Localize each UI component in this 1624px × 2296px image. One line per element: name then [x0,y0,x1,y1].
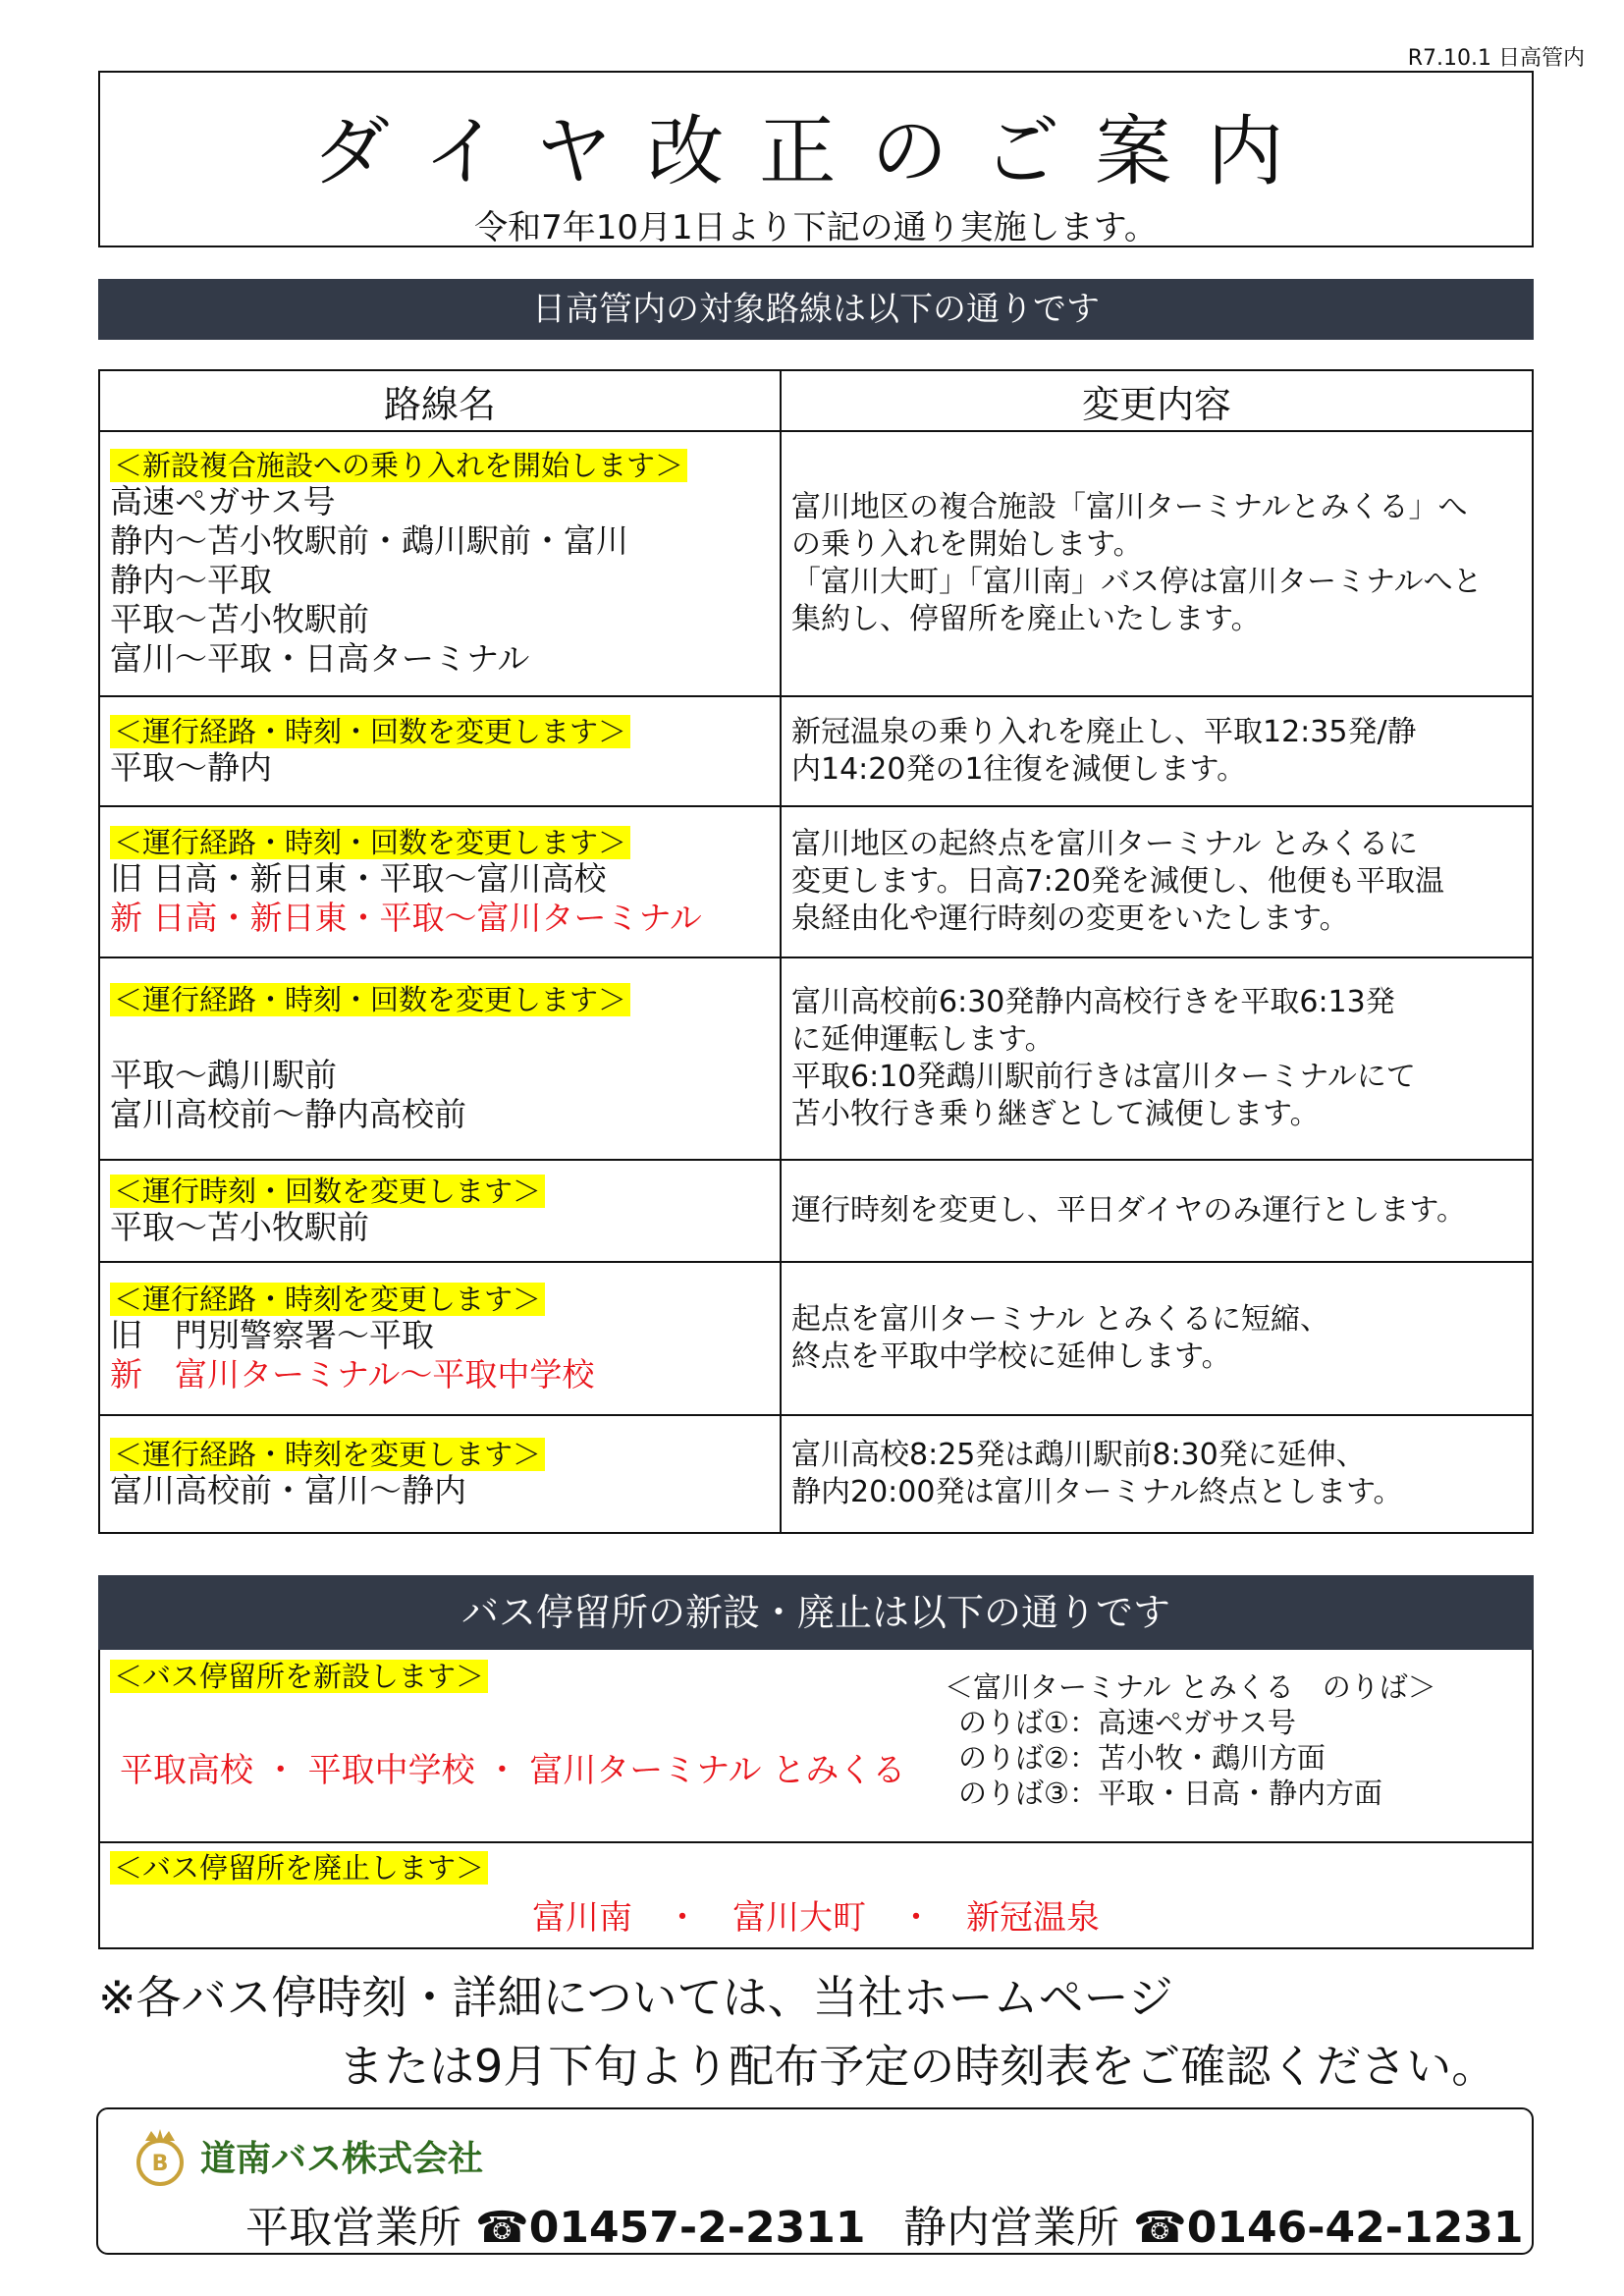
route-name: 旧 日高・新日東・平取～富川高校 [110,859,607,898]
company-logo-icon [134,2127,187,2188]
description-line: 集約し、停留所を廃止いたします。 [791,602,1261,636]
change-type-label: ＜運行経路・時刻を変更します＞ [110,1438,545,1471]
office-hiratori [245,2192,865,2255]
description-line: 苫小牧行き乗り継ぎとして減便します。 [791,1097,1320,1131]
route-cell [99,1415,781,1533]
description-line: 富川地区の起終点を富川ターミナル とみくるに [791,827,1419,861]
section-header-routes: 日高管内の対象路線は以下の通りです [98,279,1534,340]
route-name: 新 日高・新日東・平取～富川ターミナル [110,899,702,937]
description-line: 新冠温泉の乗り入れを廃止し、平取12:35発/静 [791,715,1417,749]
footer-contact [96,2107,1534,2255]
change-type-label: ＜運行時刻・回数を変更します＞ [110,1175,545,1208]
table-row [99,1415,1533,1533]
route-name: 新 富川ターミナル～平取中学校 [110,1355,595,1394]
platform-3: のりば③：平取・日高・静内方面 [958,1777,1382,1810]
change-type-label: ＜運行経路・時刻・回数を変更します＞ [110,826,630,859]
office-name: 静内営業所 [903,2203,1119,2253]
office-shizunai [903,2192,1523,2255]
description-line: の乗り入れを開始します。 [791,527,1143,562]
platform-info [945,1669,1436,1811]
description-line: 泉経由化や運行時刻の変更をいたします。 [791,902,1349,936]
table-row [99,806,1533,957]
route-name [110,1016,770,1056]
route-name: 富川～平取・日高ターミナル [110,639,530,678]
office-name: 平取営業所 [245,2203,461,2253]
bus-stop-changes [98,1650,1534,1949]
table-row [99,957,1533,1160]
abolished-stops-list: 富川南 ・ 富川大町 ・ 新冠温泉 [532,1898,1100,1938]
change-type-label: ＜運行経路・時刻を変更します＞ [110,1283,545,1316]
page-subtitle: 令和7年10月1日より下記の通り実施します。 [474,208,1158,247]
platform-1: のりば①：高速ペガサス号 [958,1706,1296,1739]
description-line: 終点を平取中学校に延伸します。 [791,1339,1231,1374]
change-type-label: ＜運行経路・時刻・回数を変更します＞ [110,715,630,748]
platform-2: のりば②：苫小牧・鵡川方面 [958,1741,1326,1775]
description-line: 「富川大町」「富川南」バス停は富川ターミナルへと [791,565,1483,599]
route-cell [99,1262,781,1415]
table-row [99,1262,1533,1415]
change-type-label: ＜運行経路・時刻・回数を変更します＞ [110,983,630,1016]
description-line: 運行時刻を変更し、平日ダイヤのみ運行とします。 [791,1193,1466,1228]
route-name: 平取～静内 [110,748,272,787]
route-cell [99,1160,781,1262]
change-description [781,957,1533,1160]
description-line: 起点を富川ターミナル とみくるに短縮、 [791,1302,1330,1337]
document-code: R7.10.1 日高管内 [1407,46,1585,71]
description-line: 平取6:10発鵡川駅前行きは富川ターミナルにて [791,1060,1416,1094]
table-row [99,696,1533,806]
table-row [99,431,1533,696]
route-name: 富川高校前・富川～静内 [110,1471,466,1509]
route-change-table [98,369,1534,1534]
route-cell [99,431,781,696]
route-name: 静内～平取 [110,561,272,599]
change-description [781,1415,1533,1533]
divider [100,1841,1532,1843]
svg-text:B: B [151,2152,169,2176]
route-name: 平取～鵡川駅前 [110,1056,337,1094]
description-line: 変更します。日高7:20発を減便し、他便も平取温 [791,864,1444,899]
route-name: 平取～苫小牧駅前 [110,600,369,638]
route-name: 平取～苫小牧駅前 [110,1208,369,1246]
column-header-route: 路線名 [99,370,781,431]
change-type-label: ＜新設複合施設への乗り入れを開始します＞ [110,449,687,482]
change-description [781,1160,1533,1262]
note-line-2: または9月下旬より配布予定の時刻表をご確認ください。 [339,2040,1497,2093]
company-name: 道南バス株式会社 [200,2139,484,2179]
change-description [781,696,1533,806]
table-row [99,1160,1533,1262]
office-phone: ☎0146-42-1231 [1133,2203,1524,2253]
route-name: 高速ペガサス号 [110,482,336,520]
description-line: 富川高校前6:30発静内高校行きを平取6:13発 [791,985,1395,1019]
new-stops-label: ＜バス停留所を新設します＞ [110,1660,488,1693]
route-cell [99,696,781,806]
title-box [98,71,1534,247]
description-line: 富川地区の複合施設「富川ターミナルとみくる」へ [791,490,1468,524]
note-line-1: ※各バス停時刻・詳細については、当社ホームページ [98,1971,1173,2024]
page-title: ダイヤ改正のご案内 [312,108,1320,196]
column-header-change: 変更内容 [781,370,1533,431]
description-line: 内14:20発の1往復を減便します。 [791,752,1247,787]
route-name: 静内～苫小牧駅前・鵡川駅前・富川 [110,521,628,560]
description-line: に延伸運転します。 [791,1022,1055,1057]
office-phone: ☎01457-2-2311 [475,2203,866,2253]
change-description [781,806,1533,957]
new-stops-list: 平取高校 ・ 平取中学校 ・ 富川ターミナル とみくる [120,1751,906,1790]
platform-title: ＜富川ターミナル とみくる のりば＞ [945,1670,1436,1704]
route-name: 富川高校前～静内高校前 [110,1095,466,1133]
route-cell [99,806,781,957]
change-description [781,431,1533,696]
section-header-stops: バス停留所の新設・廃止は以下の通りです [98,1575,1534,1650]
abolished-stops-label: ＜バス停留所を廃止します＞ [110,1851,488,1885]
change-description [781,1262,1533,1415]
route-cell [99,957,781,1160]
route-name: 旧 門別警察署～平取 [110,1316,434,1354]
description-line: 静内20:00発は富川ターミナル終点とします。 [791,1475,1403,1509]
description-line: 富川高校8:25発は鵡川駅前8:30発に延伸、 [791,1438,1366,1472]
